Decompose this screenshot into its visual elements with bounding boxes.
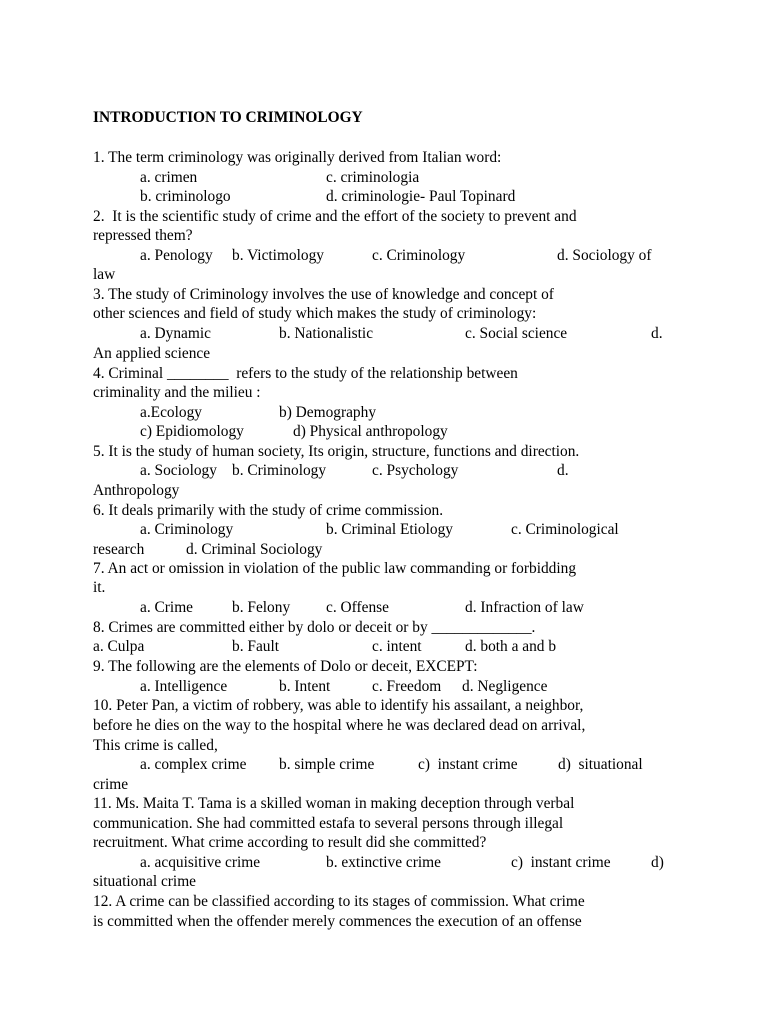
question-7-option-b: b. Felony	[232, 599, 291, 616]
question-8-stem: 8. Crimes are committed either by dolo or deceit or by _____________.	[93, 619, 536, 636]
question-3-stem-line-2: other sciences and field of study which makes the study of criminology:	[93, 305, 537, 322]
question-2-stem-line-2: repressed them?	[93, 227, 193, 244]
question-4-option-c: c) Epidiomology	[140, 423, 244, 440]
question-2-option-b: b. Victimology	[232, 247, 324, 264]
question-8-option-c: c. intent	[372, 638, 422, 655]
question-11-option-b: b. extinctive crime	[326, 854, 441, 871]
question-4-option-b: b) Demography	[279, 404, 377, 421]
question-3-option-a: a. Dynamic	[140, 325, 211, 342]
question-10-option-b: b. simple crime	[279, 756, 375, 773]
question-4-option-d: d) Physical anthropology	[293, 423, 448, 440]
question-9-option-d: d. Negligence	[462, 678, 548, 695]
question-12-stem-line-1: 12. A crime can be classified according to its stages of commission. What crime	[93, 893, 585, 910]
question-12-stem-line-2: is committed when the offender merely commences the execution of an offense	[93, 913, 582, 930]
question-9-option-b: b. Intent	[279, 678, 331, 695]
question-1-option-c: c. criminologia	[326, 169, 420, 186]
question-5-stem: 5. It is the study of human society, Its origin, structure, functions and direction.	[93, 443, 580, 460]
question-2-stem-line-1: 2. It is the scientific study of crime and the effort of the society to prevent and	[93, 208, 577, 225]
question-10-stem-line-1: 10. Peter Pan, a victim of robbery, was able to identify his assailant, a neighbor,	[93, 697, 584, 714]
question-3-stem-line-1: 3. The study of Criminology involves the use of knowledge and concept of	[93, 286, 554, 303]
question-10-option-a: a. complex crime	[140, 756, 247, 773]
question-3-option-c: c. Social science	[465, 325, 568, 342]
question-9-option-c: c. Freedom	[372, 678, 442, 695]
question-10-stem-line-2: before he dies on the way to the hospital where he was declared dead on arrival,	[93, 717, 586, 734]
question-4-option-a: a.Ecology	[140, 404, 202, 421]
question-1-option-d: d. criminologie- Paul Topinard	[326, 188, 516, 205]
question-5-option-d-wrap: Anthropology	[93, 482, 180, 499]
question-7-option-d: d. Infraction of law	[465, 599, 584, 616]
question-1-stem: 1. The term criminology was originally derived from Italian word:	[93, 149, 502, 166]
question-1-option-b: b. criminologo	[140, 188, 231, 205]
question-4-stem-line-2: criminality and the milieu :	[93, 384, 261, 401]
question-3-option-b: b. Nationalistic	[279, 325, 374, 342]
question-2-option-a: a. Penology	[140, 247, 213, 264]
question-2-option-d: d. Sociology of	[557, 247, 652, 264]
question-8-option-b: b. Fault	[232, 638, 280, 655]
question-6-option-d: d. Criminal Sociology	[186, 541, 323, 558]
question-10-option-d: d) situational	[558, 756, 643, 773]
question-6-stem: 6. It deals primarily with the study of crime commission.	[93, 502, 444, 519]
question-11-option-d-wrap: situational crime	[93, 873, 197, 890]
question-11-option-a: a. acquisitive crime	[140, 854, 261, 871]
question-2-option-d-wrap: law	[93, 266, 116, 283]
question-4-stem-line-1: 4. Criminal ________ refers to the study of the relationship between	[93, 365, 518, 382]
question-3-option-d-wrap: An applied science	[93, 345, 211, 362]
question-10-option-c: c) instant crime	[418, 756, 518, 773]
document-title: INTRODUCTION TO CRIMINOLOGY	[93, 109, 363, 126]
question-9-stem: 9. The following are the elements of Dolo or deceit, EXCEPT:	[93, 658, 478, 675]
question-5-option-b: b. Criminology	[232, 462, 327, 479]
question-6-option-a: a. Criminology	[140, 521, 234, 538]
question-10-stem-line-3: This crime is called,	[93, 737, 218, 754]
question-7-option-c: c. Offense	[326, 599, 389, 616]
question-5-option-a: a. Sociology	[140, 462, 217, 479]
question-5-option-c: c. Psychology	[372, 462, 459, 479]
question-7-stem-line-2: it.	[93, 579, 106, 596]
question-5-option-d: d.	[557, 462, 569, 479]
question-3-option-d: d.	[651, 325, 663, 342]
question-10-option-d-wrap: crime	[93, 776, 129, 793]
question-11-option-d: d)	[651, 854, 664, 871]
question-9-option-a: a. Intelligence	[140, 678, 228, 695]
question-1-option-a: a. crimen	[140, 169, 198, 186]
question-11-stem-line-3: recruitment. What crime according to result did she committed?	[93, 834, 487, 851]
question-11-option-c: c) instant crime	[511, 854, 611, 871]
question-6-option-b: b. Criminal Etiology	[326, 521, 453, 538]
question-8-option-d: d. both a and b	[465, 638, 557, 655]
question-7-option-a: a. Crime	[140, 599, 193, 616]
question-2-option-c: c. Criminology	[372, 247, 466, 264]
question-8-option-a: a. Culpa	[93, 638, 145, 655]
question-6-option-c-wrap: research	[93, 541, 145, 558]
question-7-stem-line-1: 7. An act or omission in violation of the public law commanding or forbidding	[93, 560, 577, 577]
question-11-stem-line-1: 11. Ms. Maita T. Tama is a skilled woman in making deception through verbal	[93, 795, 575, 812]
question-6-option-c: c. Criminological	[511, 521, 619, 538]
question-11-stem-line-2: communication. She had committed estafa to several persons through illegal	[93, 815, 564, 832]
